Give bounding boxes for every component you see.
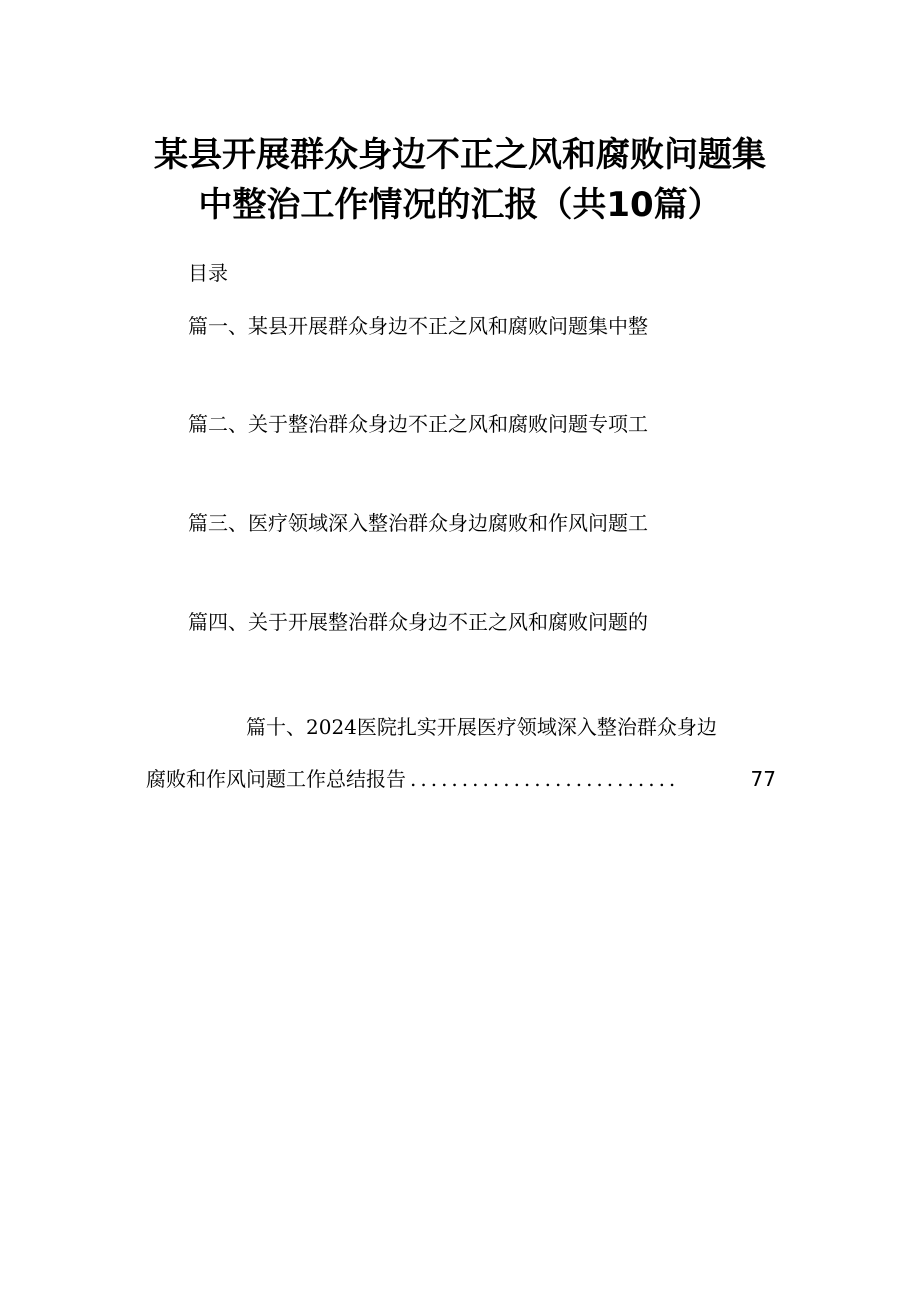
toc-item-10-line-2-text: 腐败和作风问题工作总结报告 — [146, 767, 406, 791]
document-title — [100, 130, 820, 230]
toc-item-3[interactable]: 篇三、医疗领域深入整治群众身边腐败和作风问题工 — [188, 511, 648, 535]
toc-item-2[interactable]: 篇二、关于整治群众身边不正之风和腐败问题专项工 — [188, 412, 648, 436]
toc-item-10-line-1: 篇十、2024医院扎实开展医疗领域深入整治群众身边 — [246, 715, 717, 739]
toc-page-number: 77 — [750, 767, 776, 791]
toc-dot-leader: .......................... — [410, 767, 680, 791]
toc-item-4[interactable]: 篇四、关于开展整治群众身边不正之风和腐败问题的 — [188, 610, 648, 634]
title-line-2: 中整治工作情况的汇报（共10篇） — [198, 185, 722, 225]
toc-item-10-line-2 — [146, 764, 776, 794]
toc-heading: 目录 — [188, 261, 228, 285]
title-line-1: 某县开展群众身边不正之风和腐败问题集 — [154, 135, 766, 175]
toc-item-1[interactable]: 篇一、某县开展群众身边不正之风和腐败问题集中整 — [188, 314, 648, 338]
toc-item-10[interactable] — [146, 712, 786, 794]
